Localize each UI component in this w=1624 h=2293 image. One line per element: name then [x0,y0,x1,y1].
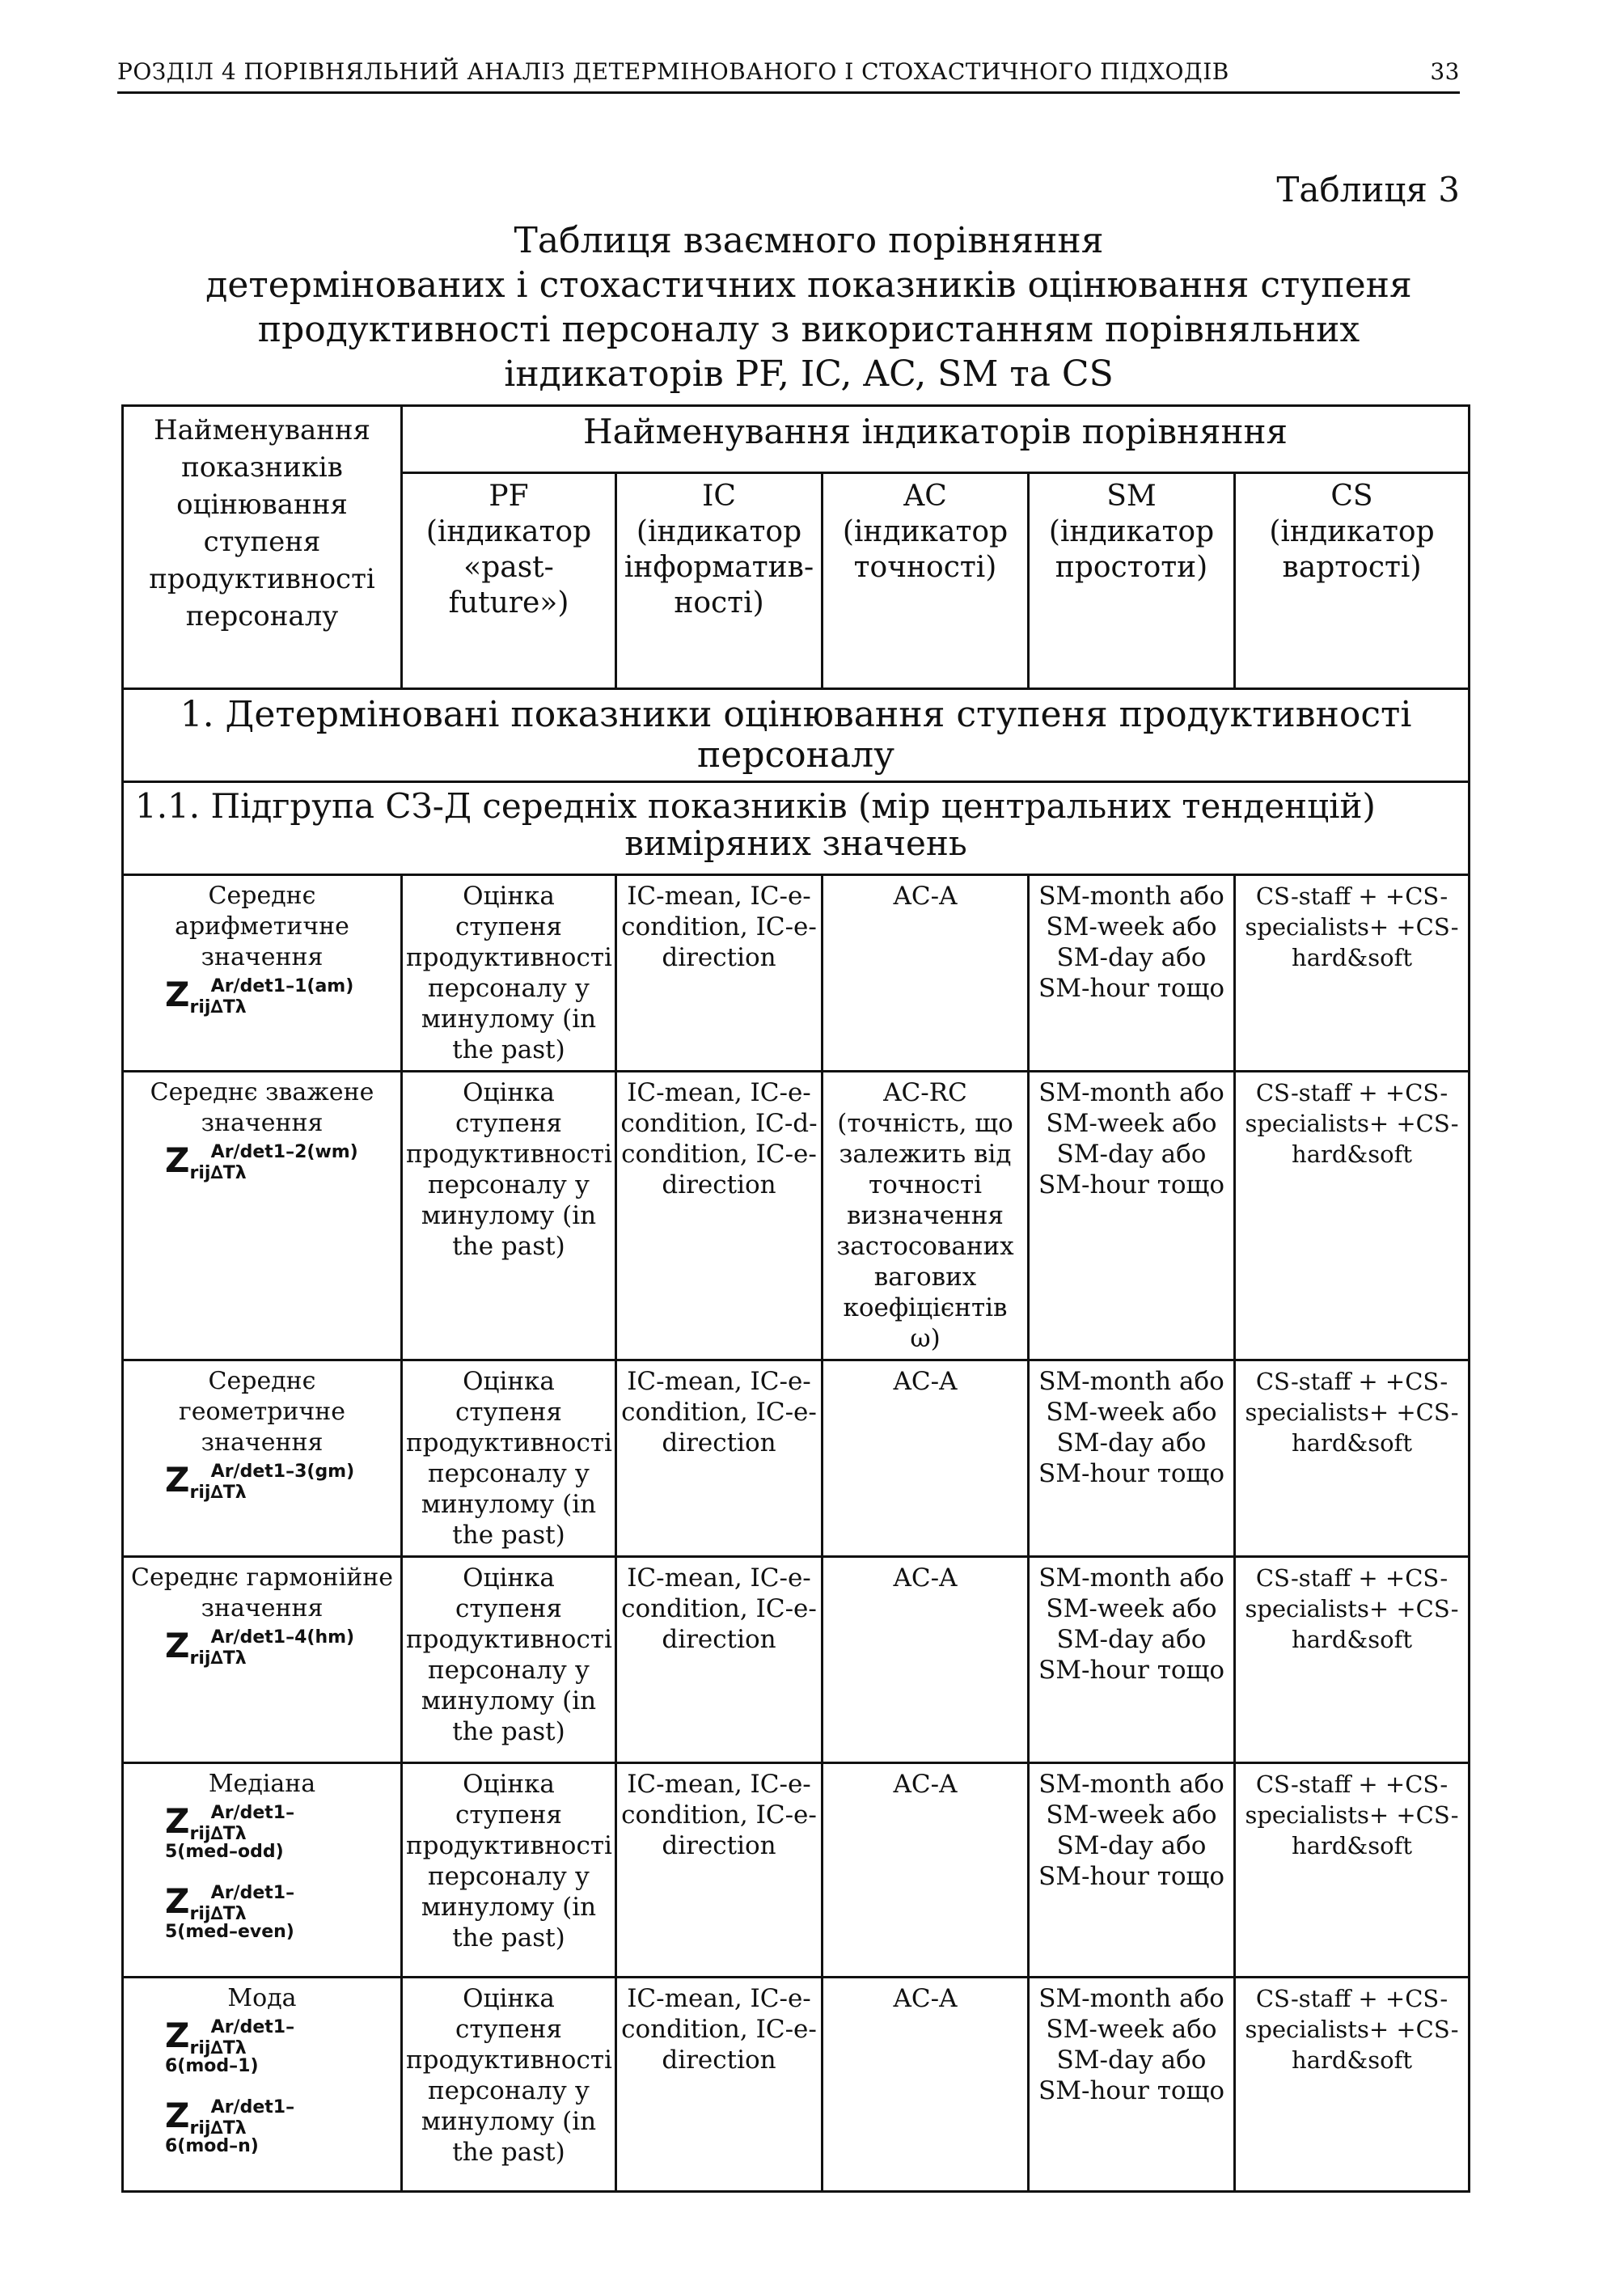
formula: $Z_{rij\Delta T\lambda}^{Ar/det1-4(hm)}$ [165,1626,355,1669]
title-line: продуктивності персоналу з використанням порівняльних [257,309,1360,350]
sm-cell: SM-month або SM-week або SM-day або SM-hour тощо [1029,875,1235,1072]
sm-cell: SM-month або SM-week або SM-day або SM-hour тощо [1029,1072,1235,1360]
indicator-name-cell: Середнє гармонійне значення $Z_{rij\Delta T\lambda}^{Ar/det1-4(hm)}$ [123,1557,402,1763]
ic-cell: IC-mean, IC-e-condition, IC-e-direction [616,1360,823,1557]
formula: $Z_{rij\Delta T\lambda}^{Ar/det1-6(mod-n)}$ [165,2096,295,2156]
pf-cell: Оцінка ступеня продуктивності персоналу у минулому (in the past) [402,1360,616,1557]
ac-cell: AC-A [823,1763,1029,1978]
cs-cell: CS-staff + +CS-specialists+ +CS-hard&soft [1235,1978,1470,2192]
cs-cell: CS-staff + +CS-specialists+ +CS-hard&soft [1235,875,1470,1072]
formula: $Z_{rij\Delta T\lambda}^{Ar/det1-2(wm)}$ [165,1140,358,1183]
table-label: Таблиця 3 [1276,170,1460,209]
formula: $Z_{rij\Delta T\lambda}^{Ar/det1-5(med-even)}$ [165,1881,295,1942]
pf-cell: Оцінка ступеня продуктивності персоналу у минулому (in the past) [402,1978,616,2192]
ac-cell: AC-RC (точність, що залежить від точності визначення застосованих вагових коефіцієнтів ω) [823,1072,1029,1360]
table-row [123,1360,1470,1557]
formula: $Z_{rij\Delta T\lambda}^{Ar/det1-1(am)}$ [165,975,354,1017]
cs-cell: CS-staff + +CS-specialists+ +CS-hard&soft [1235,1360,1470,1557]
title-line: індикаторів PF, IC, AC, SM та CS [504,353,1114,395]
indicator-name-cell: Середнє геометричне значення $Z_{rij\Delta T\lambda}^{Ar/det1-3(gm)}$ [123,1360,402,1557]
running-header [117,58,1460,94]
ac-cell: AC-A [823,875,1029,1072]
sm-cell: SM-month або SM-week або SM-day або SM-hour тощо [1029,1360,1235,1557]
cs-cell: CS-staff + +CS-specialists+ +CS-hard&soft [1235,1557,1470,1763]
pf-cell: Оцінка ступеня продуктивності персоналу у минулому (in the past) [402,1072,616,1360]
ic-cell: IC-mean, IC-e-condition, IC-e-direction [616,875,823,1072]
page-number: 33 [1430,58,1460,85]
sm-cell: SM-month або SM-week або SM-day або SM-hour тощо [1029,1763,1235,1978]
formula: $Z_{rij\Delta T\lambda}^{Ar/det1-3(gm)}$ [165,1460,355,1503]
header-row [123,406,1470,473]
indicator-name-cell: Мода $Z_{rij\Delta T\lambda}^{Ar/det1-6(mod-1)}$ $Z_{rij\Delta T\lambda}^{Ar/det1-6(mod-n)}$ [123,1978,402,2192]
ic-cell: IC-mean, IC-e-condition, IC-d-condition, IC-e-direction [616,1072,823,1360]
indicator-name-cell: Середнє зважене значення $Z_{rij\Delta T\lambda}^{Ar/det1-2(wm)}$ [123,1072,402,1360]
indicators-header: Найменування індикаторів порівняння [402,406,1470,473]
chapter-title: РОЗДІЛ 4 ПОРІВНЯЛЬНИЙ АНАЛІЗ ДЕТЕРМІНОВАНОГО І СТОХАСТИЧНОГО ПІДХОДІВ [117,58,1229,85]
ic-cell: IC-mean, IC-e-condition, IC-e-direction [616,1978,823,2192]
table-row [123,1557,1470,1763]
table-row [123,1978,1470,2192]
ac-cell: AC-A [823,1360,1029,1557]
table-row [123,875,1470,1072]
indicator-name-cell: Медіана $Z_{rij\Delta T\lambda}^{Ar/det1-5(med-odd)}$ $Z_{rij\Delta T\lambda}^{Ar/det1-5(med-even)}$ [123,1763,402,1978]
sm-cell: SM-month або SM-week або SM-day або SM-hour тощо [1029,1557,1235,1763]
name-column-header: Найменування показників оцінювання ступеня продуктивності персоналу [123,406,402,689]
title-line: детермінованих і стохастичних показників оцінювання ступеня [205,264,1412,306]
indicator-header-sm: SM (індикатор простоти) [1029,473,1235,689]
title-line: Таблиця взаємного порівняння [514,220,1104,261]
comparison-table [121,404,1470,2193]
indicator-name-cell: Середнє арифметичне значення $Z_{rij\Delta T\lambda}^{Ar/det1-1(am)}$ [123,875,402,1072]
ic-cell: IC-mean, IC-e-condition, IC-e-direction [616,1763,823,1978]
indicator-header-ic: IC (індикатор інформатив-ності) [616,473,823,689]
formula: $Z_{rij\Delta T\lambda}^{Ar/det1-6(mod-1)}$ [165,2016,295,2076]
pf-cell: Оцінка ступеня продуктивності персоналу у минулому (in the past) [402,875,616,1072]
indicator-header-cs: CS (індикатор вартості) [1235,473,1470,689]
section-title: 1. Детерміновані показники оцінювання ступеня продуктивності персоналу [123,689,1470,782]
indicator-header-ac: AC (індикатор точності) [823,473,1029,689]
ic-cell: IC-mean, IC-e-condition, IC-e-direction [616,1557,823,1763]
cs-cell: CS-staff + +CS-specialists+ +CS-hard&soft [1235,1072,1470,1360]
cs-cell: CS-staff + +CS-specialists+ +CS-hard&soft [1235,1763,1470,1978]
table-row [123,1072,1470,1360]
pf-cell: Оцінка ступеня продуктивності персоналу у минулому (in the past) [402,1763,616,1978]
table-title [162,218,1456,396]
indicator-header-pf: PF (індикатор «past-future») [402,473,616,689]
ac-cell: AC-A [823,1978,1029,2192]
table-row [123,1763,1470,1978]
section-row [123,689,1470,782]
sm-cell: SM-month або SM-week або SM-day або SM-hour тощо [1029,1978,1235,2192]
formula: $Z_{rij\Delta T\lambda}^{Ar/det1-5(med-odd)}$ [165,1801,295,1862]
pf-cell: Оцінка ступеня продуктивності персоналу у минулому (in the past) [402,1557,616,1763]
subgroup-title: 1.1. Підгрупа СЗ-Д середніх показників (мір центральних тенденцій) виміряних значень [123,782,1470,875]
ac-cell: AC-A [823,1557,1029,1763]
subgroup-row [123,782,1470,875]
